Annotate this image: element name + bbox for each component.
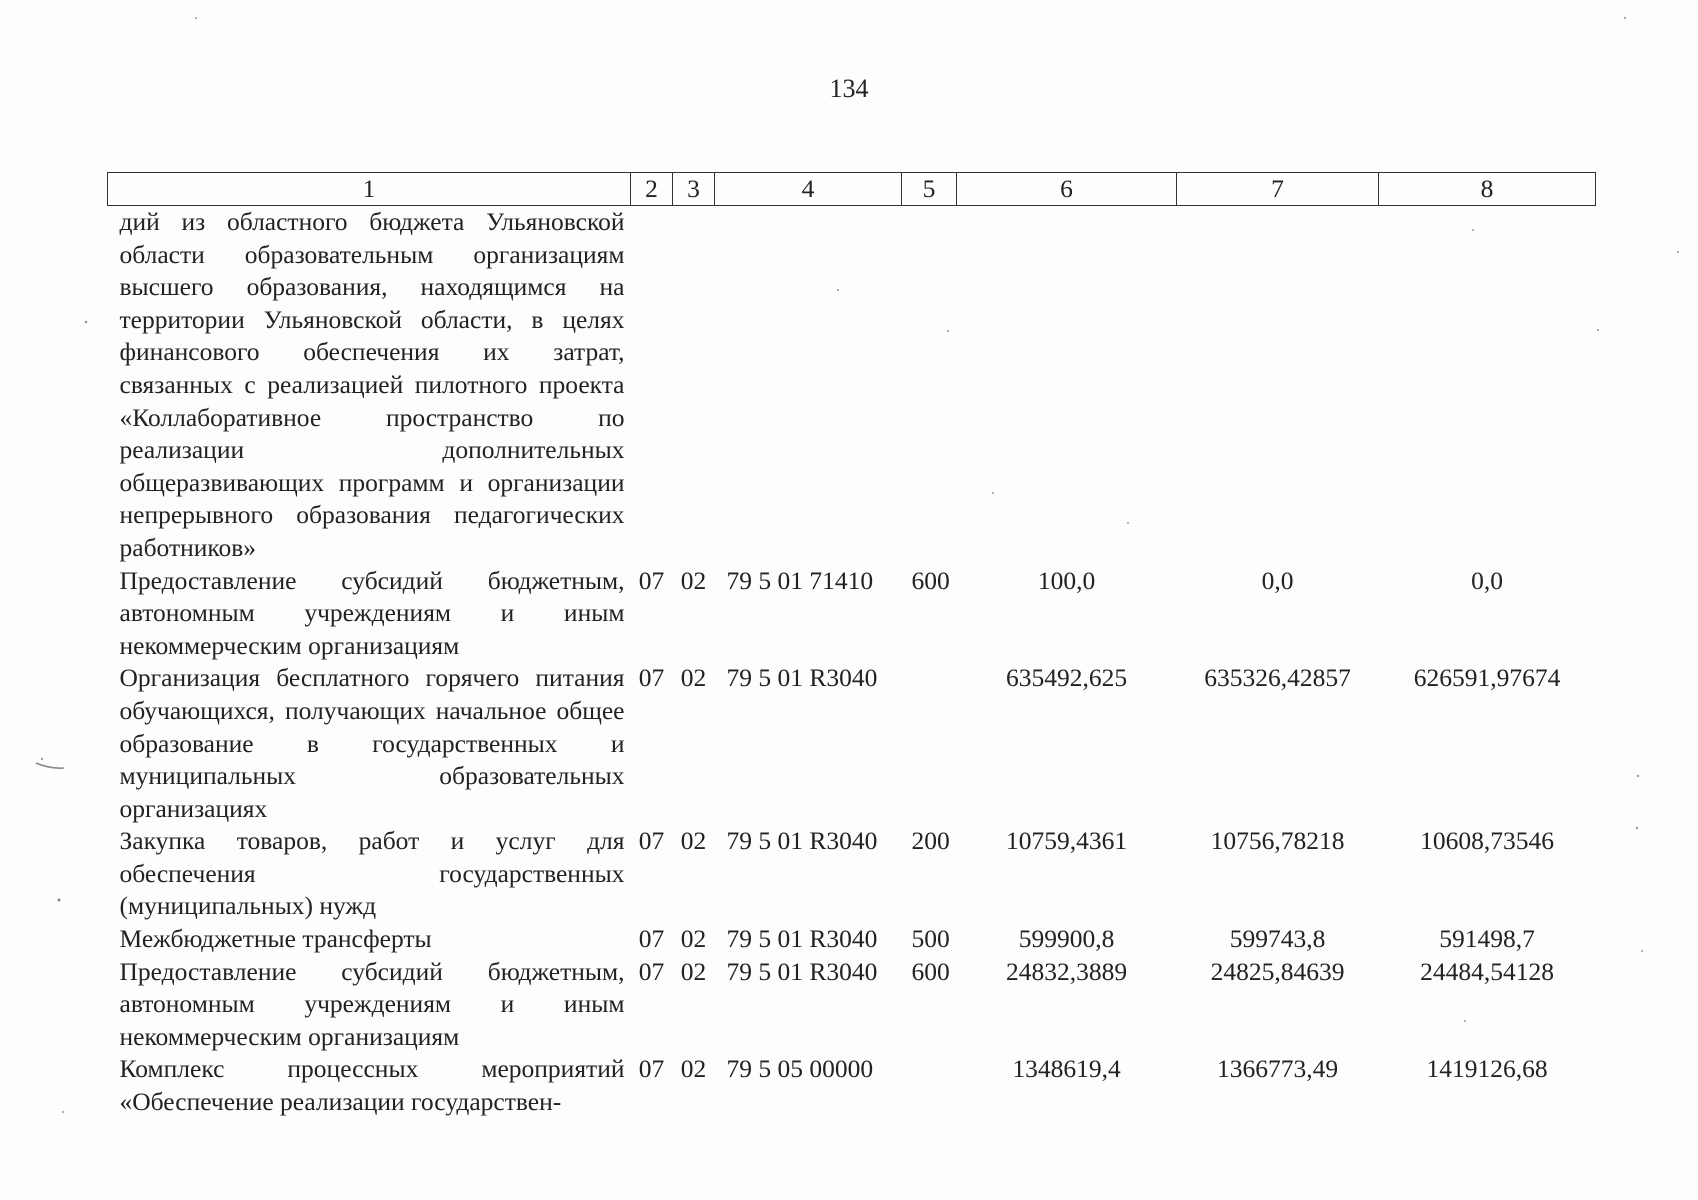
expense-type-cell: [902, 1053, 957, 1118]
table-header-row: [108, 173, 1596, 206]
amount-col8-cell: 626591,97674: [1413, 663, 1561, 693]
subsection-code-cell: 02: [680, 663, 707, 693]
target-article-cell: [715, 206, 902, 565]
table-row: [108, 662, 1596, 825]
section-code-cell: 07: [638, 956, 665, 986]
amount-col6-cell: 1348619,4: [1012, 1054, 1121, 1084]
subsection-code-cell: 02: [680, 826, 707, 856]
row-name-cell: Предоставление субсидий бюджетным, автономным учреждениям и иным некоммерческим организациям: [119, 956, 625, 1051]
section-code-cell: 07: [638, 924, 665, 954]
expense-type-cell: 500: [911, 924, 950, 954]
table-row: [108, 206, 1596, 565]
amount-col8-cell: 591498,7: [1439, 924, 1535, 954]
column-header-6: 6: [957, 173, 1177, 206]
amount-col7-cell: 599743,8: [1229, 924, 1326, 954]
table-row: [108, 565, 1596, 663]
expense-type-cell: 200: [911, 826, 950, 856]
target-article-cell: 79 5 01 R3040: [726, 924, 878, 954]
amount-col7-cell: 1366773,49: [1216, 1054, 1339, 1084]
expense-type-cell: [902, 662, 957, 825]
column-header-4: 4: [715, 173, 902, 206]
page-number: 134: [829, 74, 869, 103]
expense-type-cell: 600: [911, 565, 950, 595]
target-article-cell: 79 5 01 71410: [726, 565, 874, 595]
row-name-cell: Организация бесплатного горячего питания обучающихся, получающих начальное общее образование в государственных и муниципальных образовательных организациях: [119, 663, 625, 823]
target-article-cell: 79 5 01 R3040: [726, 956, 878, 986]
amount-col7-cell: 10756,78218: [1210, 826, 1345, 856]
column-header-1: 1: [108, 173, 631, 206]
target-article-cell: 79 5 01 R3040: [726, 826, 878, 856]
section-code-cell: [631, 206, 673, 565]
amount-col6-cell: 635492,625: [1005, 663, 1128, 693]
expense-type-cell: [902, 206, 957, 565]
target-article-cell: 79 5 01 R3040: [726, 663, 878, 693]
row-name-cell: Комплекс процессных мероприятий «Обеспечение реализации государствен-: [119, 1054, 625, 1117]
section-code-cell: 07: [638, 565, 665, 595]
amount-col6-cell: 100,0: [1037, 565, 1096, 595]
section-code-cell: 07: [638, 1054, 665, 1084]
budget-table: [107, 172, 1596, 1119]
table-row: [108, 956, 1596, 1054]
subsection-code-cell: 02: [680, 1054, 707, 1084]
amount-col8-cell: 0,0: [1471, 565, 1503, 595]
amount-col6-cell: 599900,8: [1018, 924, 1115, 954]
target-article-cell: 79 5 05 00000: [726, 1054, 874, 1084]
section-code-cell: 07: [638, 663, 665, 693]
amount-col7-cell: 24825,84639: [1210, 956, 1345, 986]
section-code-cell: 07: [638, 826, 665, 856]
amount-col6-cell: 10759,4361: [1005, 826, 1128, 856]
amount-col8-cell: 10608,73546: [1420, 826, 1554, 856]
expense-type-cell: 600: [911, 956, 950, 986]
subsection-code-cell: 02: [680, 565, 707, 595]
table-row: [108, 1053, 1596, 1118]
column-header-8: 8: [1379, 173, 1596, 206]
amount-col8-cell: 24484,54128: [1420, 956, 1554, 986]
column-header-5: 5: [902, 173, 957, 206]
amount-col7-cell: 635326,42857: [1204, 663, 1351, 693]
table-row: [108, 923, 1596, 956]
row-name-cell: Предоставление субсидий бюджетным, автономным учреждениям и иным некоммерческим организациям: [119, 565, 625, 660]
amount-col6-cell: 24832,3889: [1005, 956, 1128, 986]
amount-col8-cell: [1379, 206, 1596, 565]
row-name-cell: Закупка товаров, работ и услуг для обеспечения государственных (муниципальных) нужд: [119, 826, 625, 921]
subsection-code-cell: 02: [680, 924, 707, 954]
amount-col6-cell: [957, 206, 1177, 565]
column-header-3: 3: [673, 173, 715, 206]
amount-col7-cell: 0,0: [1261, 565, 1294, 595]
row-name-cell: Межбюджетные трансферты: [119, 924, 432, 954]
column-header-7: 7: [1177, 173, 1379, 206]
amount-col7-cell: [1177, 206, 1379, 565]
row-name-cell: дий из областного бюджета Ульяновской области образовательным организациям высшего образования, находящимся на территории Ульяновской области, в целях финансового обеспечения их затрат, связанных с реализацией пилотного проекта «Коллаборативное пространство по реализации дополнительных общеразвивающих программ и организации непрерывного образования педагогических работников»: [119, 207, 625, 562]
table-row: [108, 825, 1596, 923]
amount-col8-cell: 1419126,68: [1426, 1054, 1548, 1084]
subsection-code-cell: 02: [680, 956, 707, 986]
subsection-code-cell: [673, 206, 715, 565]
column-header-2: 2: [631, 173, 673, 206]
